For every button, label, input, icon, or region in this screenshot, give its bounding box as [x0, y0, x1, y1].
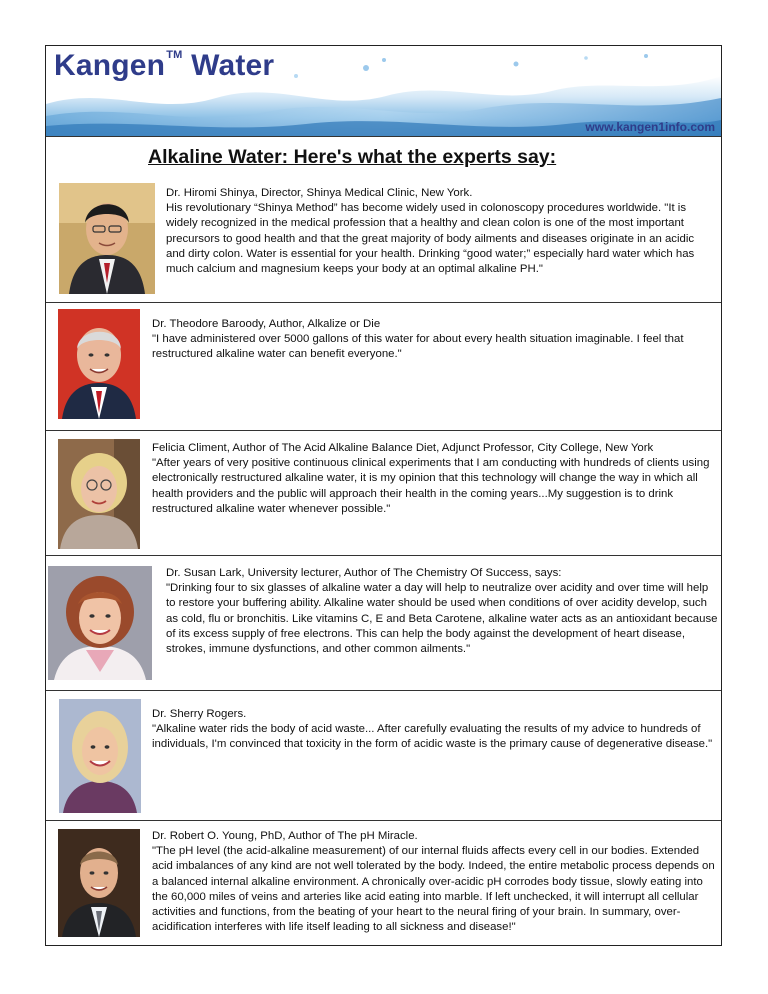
brand-logo: [54, 49, 274, 83]
trademark-mark: TM: [166, 49, 183, 61]
expert-row-young: [46, 820, 721, 945]
expert-attribution: Dr. Theodore Baroody, Author, Alkalize or Die: [152, 318, 381, 330]
expert-attribution: Dr. Hiromi Shinya, Director, Shinya Medical Clinic, New York.: [166, 187, 473, 199]
expert-quote: [152, 829, 718, 935]
expert-statement: "Drinking four to six glasses of alkaline water a day will help to neutralize over acidity and over time will help to restore your buffering ability. Alkaline water should be used when conditions of over acidity develop, such as cold, flu or bronchitis. Like vitamins C, E and Beta Carotene, alkaline water acts as an antioxidant because of its excess supply of free electrons. This can help the body against the development of heart disease, strokes, immune dysfunctions, and other common ailments.": [166, 582, 718, 656]
portrait-photo: [48, 566, 152, 680]
expert-attribution: Felicia Climent, Author of The Acid Alkaline Balance Diet, Adjunct Professor, City College, New York: [152, 442, 654, 454]
expert-row-baroody: [46, 302, 721, 430]
portrait-photo: [58, 829, 140, 937]
expert-statement: "After years of very positive continuous clinical experiments that I am conducting with hundreds of clients using electronically restructured alkaline water, it is my opinion that this technology will change the way in which all health providers and the public will approach their health in the coming years...My suggestion is to drink restructured alkaline water whenever possible.": [152, 457, 710, 515]
expert-quote: [152, 707, 716, 753]
brand-name: Kangen: [54, 49, 166, 82]
expert-row-shinya: [46, 181, 721, 302]
portrait-photo: [58, 309, 140, 419]
expert-row-climent: [46, 430, 721, 555]
expert-statement: "I have administered over 5000 gallons of this water for about every health situation imaginable. I feel that restructured alkaline water can benefit everyone.": [152, 333, 684, 361]
expert-statement: "Alkaline water rids the body of acid waste... After carefully evaluating the results of my advice to hundreds of individuals, I'm convinced that toxicity in the form of acidic waste is the primary cause of degenerative disease.": [152, 723, 713, 751]
portrait-photo: [58, 439, 140, 549]
expert-attribution: Dr. Susan Lark, University lecturer, Author of The Chemistry Of Success, says:: [166, 567, 562, 579]
page-frame: [45, 45, 722, 946]
expert-row-rogers: [46, 690, 721, 820]
expert-statement: "The pH level (the acid-alkaline measurement) of our internal fluids affects every cell in our bodies. Extended acid imbalances of any kind are not well tolerated by the body. Indeed, the entire metabolic process depends on a balanced internal alkaline environment. A chronically over-acidic pH corrodes body tissue, slowly eating into the 60,000 miles of veins and arteries like acid eating into marble. If left unchecked, it will interrupt all cellular activities and functions, from the beating of your heart to the neural firing of your brain. In summary, over-acidification interferes with life itself leading to all sickness and disease!": [152, 845, 715, 934]
expert-quote: [152, 441, 718, 517]
expert-attribution: Dr. Sherry Rogers.: [152, 708, 247, 720]
brand-suffix: Water: [191, 49, 275, 82]
page-title: Alkaline Water: Here's what the experts say:: [148, 146, 557, 168]
expert-statement: His revolutionary “Shinya Method” has become widely used in colonoscopy procedures worldwide. "It is widely recognized in the medical profession that a healthy and clean colon is one of the most important precursors to good health and that the great majority of body ailments and diseases originate in an acidic and dirty colon. Water is essential for your health. Drinking “good water;” especially hard water which has much calcium and magnesium keeps your body at an optimal alkaline PH.": [166, 202, 695, 276]
expert-row-lark: [46, 555, 721, 690]
portrait-photo: [59, 183, 155, 294]
expert-attribution: Dr. Robert O. Young, PhD, Author of The pH Miracle.: [152, 830, 418, 842]
expert-quote: [152, 317, 716, 363]
site-url[interactable]: www.kangen1info.com: [585, 120, 715, 134]
banner: [46, 46, 721, 137]
expert-quote: [166, 186, 711, 277]
expert-quote: [166, 566, 718, 657]
portrait-photo: [59, 699, 141, 813]
